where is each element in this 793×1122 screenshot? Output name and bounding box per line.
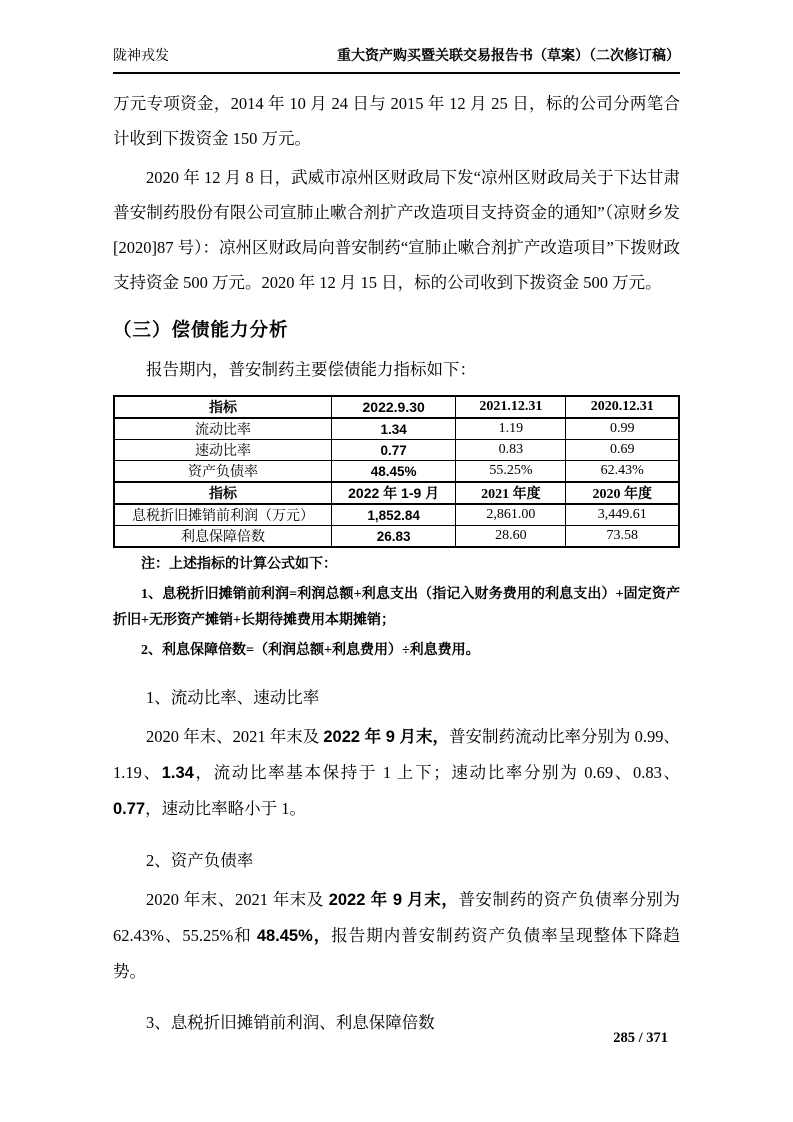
table-cell: 息税折旧摊销前利润（万元） <box>114 504 332 526</box>
subsection-1-title: 1、流动比率、速动比率 <box>146 688 320 707</box>
table-cell: 资产负债率 <box>114 461 332 483</box>
table-cell: 利息保障倍数 <box>114 526 332 548</box>
subsection-3-title: 3、息税折旧摊销前利润、利息保障倍数 <box>146 1013 435 1032</box>
text-segment: ，流动比率基本保持于 1 上下；速动比率分别为 0.69、0.83、 <box>193 763 681 782</box>
text-segment: 2020 年末、2021 年末及 <box>146 727 324 746</box>
table-cell: 1.34 <box>332 418 456 440</box>
table-cell: 26.83 <box>332 526 456 548</box>
table-cell: 1,852.84 <box>332 504 456 526</box>
section-heading-solvency-analysis: （三）偿债能力分析 <box>113 319 289 340</box>
text-segment-bold: 2022 年 9 月末， <box>328 891 459 909</box>
paragraph-debt-ratio-analysis <box>113 882 680 989</box>
note-item-ebitda-formula: 1、息税折旧摊销前利润=利润总额+利息支出（指记入财务费用的利息支出）+固定资产折旧+无形资产摊销+长期待摊费用本期摊销； <box>113 587 680 628</box>
note-item-interest-coverage-formula: 2、利息保障倍数=（利润总额+利息费用）÷利息费用。 <box>141 643 480 658</box>
table-header-row <box>114 482 679 504</box>
text-segment: ，速动比率略小于 1。 <box>145 799 306 818</box>
table-cell: 73.58 <box>566 526 679 548</box>
text-segment-bold: 48.45%， <box>256 927 332 945</box>
table-cell: 3,449.61 <box>566 504 679 526</box>
table-header-cell: 2021.12.31 <box>456 396 566 418</box>
text-segment-bold: 1.34 <box>161 764 194 782</box>
table-row-current-ratio <box>114 418 679 440</box>
table-cell: 流动比率 <box>114 418 332 440</box>
table-cell: 62.43% <box>566 461 679 483</box>
header-document-title: 重大资产购买暨关联交易报告书（草案）（二次修订稿） <box>337 49 680 64</box>
text-segment: 普安制药的资产负债率分别为 62.43%、55.25%和 <box>113 890 681 945</box>
page-number: 285 / 371 <box>613 1030 668 1046</box>
text-segment: 普安制药流动比率分别为 0.99、1.19、 <box>113 727 681 782</box>
table-row-ebitda <box>114 504 679 526</box>
table-cell: 48.45% <box>332 461 456 483</box>
text-segment-bold: 0.77 <box>113 800 146 818</box>
table-cell: 28.60 <box>456 526 566 548</box>
table-header-cell: 2022.9.30 <box>332 396 456 418</box>
table-cell: 0.69 <box>566 440 679 461</box>
text-segment-bold: 2022 年 9 月末， <box>323 728 450 746</box>
table-header-cell: 指标 <box>114 396 332 418</box>
paragraph-table-intro: 报告期内，普安制药主要偿债能力指标如下： <box>146 360 476 379</box>
table-header-cell: 2020.12.31 <box>566 396 679 418</box>
solvency-indicators-table <box>113 395 680 548</box>
note-title: 注：上述指标的计算公式如下： <box>141 557 337 572</box>
paragraph-continuation: 万元专项资金，2014 年 10 月 24 日与 2015 年 12 月 25 日，标的公司分两笔合计收到下拨资金 150 万元。 <box>113 94 680 148</box>
table-cell: 0.83 <box>456 440 566 461</box>
paragraph-current-quick-ratio <box>113 719 680 827</box>
page-header <box>113 45 680 74</box>
table-cell: 0.77 <box>332 440 456 461</box>
table-cell: 0.99 <box>566 418 679 440</box>
subsection-2-title: 2、资产负债率 <box>146 851 254 870</box>
table-header-cell: 2021 年度 <box>456 482 566 504</box>
text-segment: 2020 年末、2021 年末及 <box>146 890 329 909</box>
header-company-name: 陇神戎发 <box>113 49 169 64</box>
table-cell: 速动比率 <box>114 440 332 461</box>
table-row-debt-ratio <box>114 461 679 483</box>
table-header-cell: 2022 年 1-9 月 <box>332 482 456 504</box>
table-header-row <box>114 396 679 418</box>
table-row-interest-coverage <box>114 526 679 548</box>
table-row-quick-ratio <box>114 440 679 461</box>
text-segment: 报告期内普安制药资产负债率呈现整体下降趋势。 <box>113 926 680 981</box>
table-header-cell: 2020 年度 <box>566 482 679 504</box>
table-cell: 1.19 <box>456 418 566 440</box>
table-cell: 55.25% <box>456 461 566 483</box>
table-cell: 2,861.00 <box>456 504 566 526</box>
paragraph-subsidy-2020: 2020 年 12 月 8 日，武威市凉州区财政局下发“凉州区财政局关于下达甘肃普安制药股份有限公司宣肺止嗽合剂扩产改造项目支持资金的通知”（凉财乡发[2020]87 号）：凉州区财政局向普安制药“宣肺止嗽合剂扩产改造项目”下拨财政支持资金 500 万元。2020 年 12 月 15 日，标的公司收到下拨资金 500 万元。 <box>113 168 680 292</box>
table-header-cell: 指标 <box>114 482 332 504</box>
